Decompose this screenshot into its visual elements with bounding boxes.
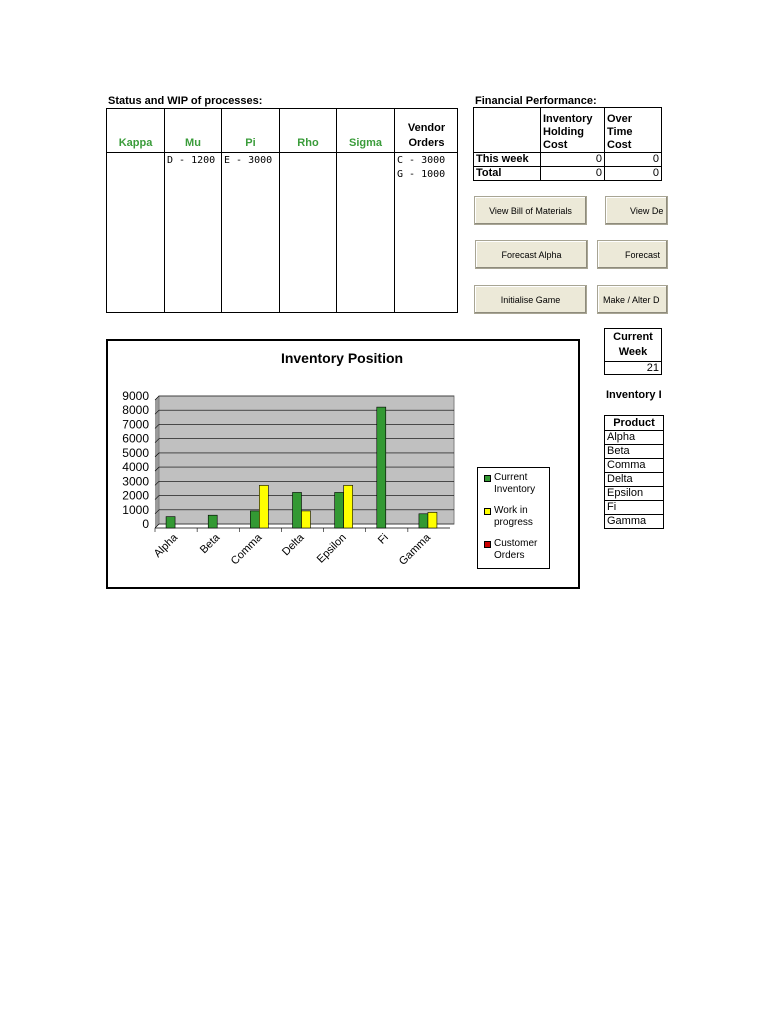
current-week-label: Current Week [605, 329, 662, 362]
bar [377, 407, 386, 528]
x-tick-label: Alpha [151, 531, 181, 561]
legend-swatch-red [484, 541, 491, 548]
x-tick-label: Beta [197, 531, 223, 557]
bar [259, 485, 268, 528]
product-row: Comma [605, 459, 664, 473]
bar [302, 511, 311, 528]
chart-title: Inventory Position [280, 350, 404, 366]
y-tick-label: 7000 [122, 417, 149, 432]
total-holding: 0 [541, 167, 605, 181]
legend-customer-orders [484, 538, 546, 562]
product-row: Beta [605, 445, 664, 459]
y-tick-label: 1000 [122, 502, 149, 517]
product-row: Alpha [605, 431, 664, 445]
product-row: Epsilon [605, 487, 664, 501]
initialise-game-button[interactable]: Initialise Game [474, 285, 587, 314]
y-tick-label: 5000 [122, 445, 149, 460]
wip-entry: D - 1200 [167, 155, 216, 166]
inventory-holding-cost-header: Inventory Holding Cost [541, 108, 605, 153]
y-tick-label: 4000 [122, 460, 149, 475]
status-title: Status and WIP of processes: [108, 95, 263, 107]
bar [166, 517, 175, 528]
legend-label: Current Inventory [494, 472, 536, 495]
total-label: Total [474, 167, 541, 181]
bar [344, 485, 353, 528]
x-tick-label: Epsilon [314, 531, 349, 566]
y-tick-label: 3000 [122, 474, 149, 489]
wip-entry: E - 3000 [224, 155, 273, 166]
bar [208, 515, 217, 528]
plot-area [159, 396, 454, 524]
legend-swatch-green [484, 475, 491, 482]
legend-label: Customer Orders [494, 538, 538, 561]
y-tick-label: 2000 [122, 488, 149, 503]
bar [428, 512, 437, 528]
wip-entry: C - 3000 [397, 155, 446, 166]
x-tick-label: Fi [375, 531, 391, 547]
make-alter-button[interactable]: Make / Alter D [597, 285, 668, 314]
bar [335, 492, 344, 528]
current-week-table [604, 328, 662, 375]
view-de-button[interactable]: View De [605, 196, 668, 225]
y-tick-label: 6000 [122, 431, 149, 446]
bar [250, 511, 259, 528]
product-row: Delta [605, 473, 664, 487]
x-tick-label: Delta [279, 531, 307, 559]
chart-legend [477, 467, 550, 569]
legend-swatch-yellow [484, 508, 491, 515]
this-week-overtime: 0 [605, 153, 662, 167]
legend-current-inventory [484, 472, 542, 496]
wip-entry: G - 1000 [397, 169, 446, 180]
plot-side-wall [155, 396, 159, 528]
legend-label: Work in progress [494, 505, 533, 528]
y-tick-label: 9000 [122, 389, 149, 403]
wip-column-header: Sigma [337, 109, 394, 153]
this-week-holding: 0 [541, 153, 605, 167]
x-tick-label: Gamma [396, 531, 434, 568]
wip-column-header: Rho [280, 109, 336, 153]
y-tick-label: 8000 [122, 403, 149, 418]
wip-column-header: Kappa [107, 109, 164, 153]
product-row: Gamma [605, 515, 664, 529]
forecast-alpha-button[interactable]: Forecast Alpha [475, 240, 588, 269]
product-row: Fi [605, 501, 664, 515]
wip-column-header: Mu [165, 109, 221, 153]
current-week-value: 21 [605, 362, 662, 375]
wip-column-header: Pi [222, 109, 279, 153]
product-header: Product [605, 416, 664, 431]
overtime-cost-header: Over Time Cost [605, 108, 662, 153]
forecast-button[interactable]: Forecast [597, 240, 668, 269]
bar [419, 514, 428, 528]
bar [293, 492, 302, 528]
this-week-label: This week [474, 153, 541, 167]
y-tick-label: 0 [142, 517, 149, 531]
legend-work-in-progress [484, 505, 542, 529]
inventory-table [604, 415, 664, 529]
inventory-title: Inventory I [606, 389, 662, 401]
financial-title: Financial Performance: [475, 95, 597, 107]
total-overtime: 0 [605, 167, 662, 181]
wip-column-header: Vendor Orders [395, 109, 458, 153]
view-bill-of-materials-button[interactable]: View Bill of Materials [474, 196, 587, 225]
x-tick-label: Comma [228, 531, 265, 568]
